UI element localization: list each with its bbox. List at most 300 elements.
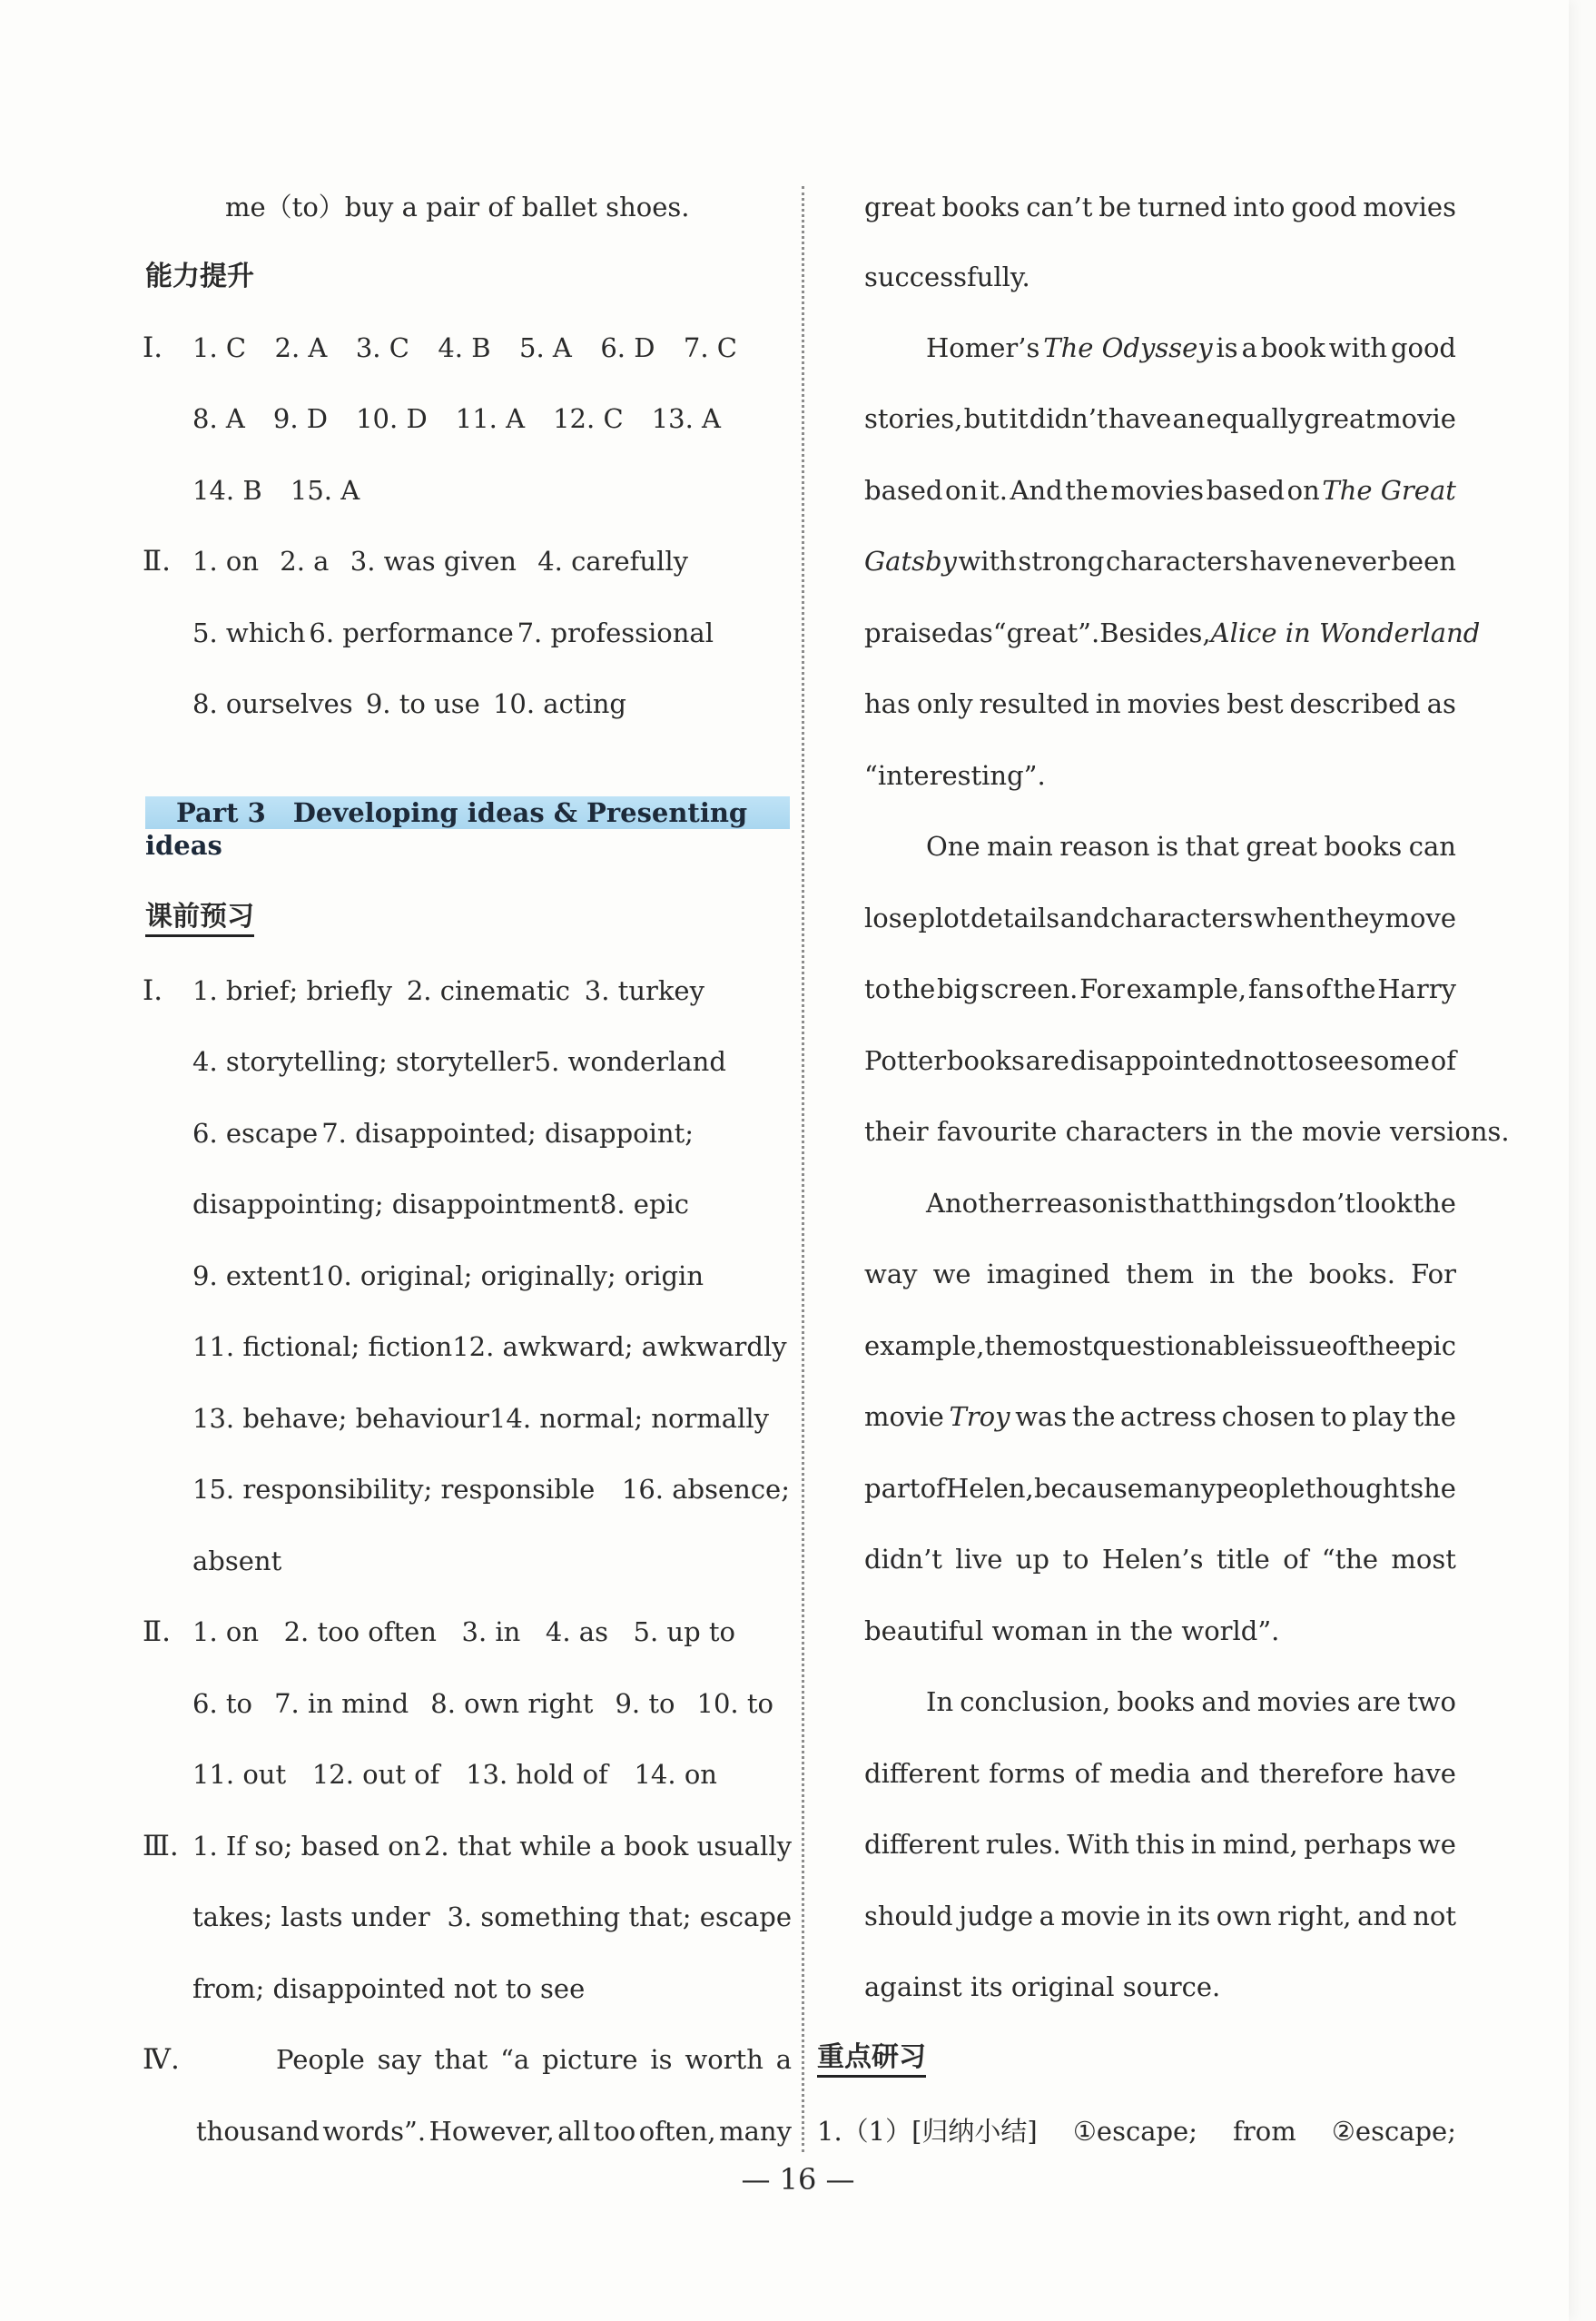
essay-word: a [1039, 1901, 1055, 1931]
essay-word: Gatsby [864, 546, 957, 577]
answer: disappointing; disappointment [192, 1189, 600, 1220]
essay-word: should [864, 1901, 953, 1931]
answer: 5. which [192, 617, 306, 648]
essay-word: Helen’s [1101, 1544, 1204, 1575]
answer: absent [192, 1546, 282, 1576]
essay-word: For [1411, 1259, 1456, 1289]
essay-word: Helen, [945, 1473, 1034, 1504]
essay-word: live [955, 1544, 1003, 1575]
essay-word: part [864, 1473, 921, 1504]
focus-part: 1.（1）[归纳小结] [817, 2116, 1038, 2147]
essay-word: be [1098, 192, 1131, 222]
essay-word: books. [1308, 1259, 1395, 1289]
essay-word: it [1009, 403, 1029, 434]
essay-word: picture [542, 2044, 638, 2075]
essay-word: “a [500, 2044, 530, 2075]
essay-line [864, 900, 1456, 936]
essay-word: Homer’s [926, 332, 1040, 363]
answer-row [192, 1899, 792, 1935]
column-divider [802, 186, 804, 2152]
answer-row [192, 686, 626, 722]
essay-word: and [1201, 1686, 1251, 1717]
essay-word: we [932, 1259, 971, 1289]
essay-word: reason [1034, 1188, 1125, 1219]
essay-word: strong [1018, 546, 1105, 577]
essay-word: books [1324, 831, 1403, 862]
essay-word: title [1216, 1544, 1270, 1575]
answer: 13. hold of [466, 1759, 608, 1790]
answer: 6. D [600, 332, 655, 363]
essay-word: movie [1060, 1901, 1141, 1931]
essay-word: they [1325, 903, 1384, 933]
essay-word: move [1384, 903, 1456, 933]
essay-word: we [1417, 1829, 1456, 1860]
essay-word: but [963, 403, 1009, 434]
essay-word: don’t [1286, 1188, 1355, 1219]
answer: 4. carefully [537, 546, 688, 577]
essay-word: of [1430, 1045, 1456, 1076]
essay-word: movies [1256, 1686, 1351, 1717]
essay-word: characters [1110, 903, 1254, 933]
essay-word: have [1393, 1758, 1456, 1789]
essay-word: questionable [1092, 1330, 1265, 1361]
essay-word: People [276, 2044, 365, 2075]
essay-word: only [916, 688, 973, 719]
essay-word: in [1190, 1829, 1217, 1860]
focus-part: ①escape; [1072, 2116, 1197, 2147]
essay-word: of [1283, 1544, 1309, 1575]
essay-line [864, 472, 1456, 509]
essay-word: different [864, 1758, 980, 1789]
essay-line [864, 1470, 1456, 1506]
essay-word: movie [864, 1401, 944, 1432]
essay-line [864, 1398, 1456, 1435]
essay-word: described [1289, 688, 1421, 719]
essay-word: into [1233, 192, 1286, 222]
essay-word: people [1216, 1473, 1305, 1504]
essay-word: to [1287, 1045, 1315, 1076]
page-number: — 16 — [741, 2162, 855, 2197]
essay-line [864, 1613, 1279, 1649]
answer: 1. If so; based on [192, 1831, 421, 1862]
essay-word: beautiful woman in the world”. [864, 1615, 1280, 1646]
answer-row [192, 1258, 704, 1294]
essay-word: the [1071, 1401, 1116, 1432]
answer-row [192, 1471, 790, 1507]
essay-line [864, 1328, 1456, 1364]
answer: 14. B [192, 475, 262, 506]
answer: 12. awkward; awkwardly [452, 1331, 787, 1362]
essay-word: see [1314, 1045, 1360, 1076]
essay-word: big [937, 973, 980, 1004]
essay-word: and [1059, 903, 1110, 933]
essay-word: to [864, 973, 892, 1004]
essay-word: when [1253, 903, 1326, 933]
essay-line [864, 1541, 1456, 1577]
essay-line [864, 1042, 1456, 1079]
essay-word: praised [864, 617, 964, 648]
essay-word: equally [1206, 403, 1304, 434]
essay-word: many [1143, 1473, 1217, 1504]
answer: 5. A [519, 332, 572, 363]
answer-row [192, 330, 737, 366]
answer: 10. acting [492, 688, 626, 719]
essay-word: “great”. [992, 617, 1100, 648]
essay-line [864, 400, 1456, 437]
essay-word: most [1391, 1544, 1456, 1575]
answer: 5. up to [633, 1616, 735, 1647]
essay-word: most [1028, 1330, 1093, 1361]
section-numeral: Ⅲ. [143, 1830, 179, 1862]
essay-word: resulted [979, 688, 1089, 719]
essay-line [864, 259, 1030, 295]
answer: 2. that while a book usually [423, 1831, 792, 1862]
essay-word: different [864, 1829, 980, 1860]
heading-focus [817, 2040, 926, 2076]
section-numeral: Ⅱ. [143, 1615, 171, 1648]
answer: 9. extent [192, 1260, 310, 1291]
essay-word: screen. [980, 973, 1079, 1004]
answer: 4. storytelling; storyteller [192, 1046, 535, 1077]
answer: 15. A [290, 475, 360, 506]
essay-word: their favourite characters in the movie versions. [864, 1116, 1510, 1147]
answer: 12. out of [311, 1759, 440, 1790]
essay-word: of [1305, 973, 1332, 1004]
essay-word: this [1135, 1829, 1186, 1860]
essay-word: judge [959, 1901, 1034, 1931]
answer: 3. C [355, 332, 409, 363]
essay-word: right, [1277, 1901, 1352, 1931]
essay-word: Harry [1377, 973, 1456, 1004]
answer-row [192, 1043, 726, 1080]
essay-word: up [1015, 1544, 1049, 1575]
essay-word: say [377, 2044, 422, 2075]
answer: 8. ourselves [192, 688, 353, 719]
answer-row [192, 1400, 770, 1437]
essay-word: didn’t [864, 1544, 942, 1575]
section-numeral: Ⅰ. [143, 331, 163, 364]
answer: 15. responsibility; responsible [192, 1474, 596, 1505]
essay-word: However, [429, 2116, 555, 2147]
essay-word: books [941, 192, 1020, 222]
essay-word: can [1408, 831, 1456, 862]
essay-word: the [1065, 475, 1108, 506]
essay-word: two [1407, 1686, 1456, 1717]
answer: 12. C [553, 403, 624, 434]
essay-word: as [1426, 688, 1456, 719]
answer: 7. in mind [274, 1688, 409, 1719]
focus-line [817, 2113, 1456, 2149]
essay-word: fans [1247, 973, 1305, 1004]
essay-word: is [650, 2044, 673, 2075]
essay-word: In [926, 1686, 954, 1717]
answer: 6. escape [192, 1118, 319, 1149]
essay-word: Alice in Wonderland [1210, 617, 1481, 648]
essay-word: best [1227, 688, 1284, 719]
answer: 3. something that; escape [447, 1901, 792, 1932]
answer-row [192, 973, 704, 1009]
answer: 4. as [545, 1616, 608, 1647]
essay-word: and [1199, 1758, 1250, 1789]
essay-word: in [1209, 1259, 1236, 1289]
essay-word: Besides, [1099, 617, 1211, 648]
essay-line [864, 971, 1456, 1007]
essay-word: its [1177, 1901, 1211, 1931]
essay-word: forms [989, 1758, 1066, 1789]
essay-word: way [864, 1259, 918, 1289]
essay-word: to [1320, 1401, 1347, 1432]
essay-word: because [1033, 1473, 1143, 1504]
answer: 2. cinematic [406, 975, 571, 1006]
essay-word: book [1260, 332, 1325, 363]
answer-row [192, 472, 360, 509]
essay-word: in [1146, 1901, 1172, 1931]
essay-line [926, 1185, 1456, 1221]
essay-word: great [1246, 831, 1317, 862]
essay-line [864, 1256, 1456, 1292]
part-number: Part 3 [176, 797, 266, 828]
essay-word: thought [1305, 1473, 1410, 1504]
section-numeral: Ⅰ. [143, 974, 163, 1007]
essay-word: has [864, 688, 911, 719]
answer-row [192, 1614, 735, 1650]
essay-word: in [1095, 688, 1121, 719]
essay-word: she [1410, 1473, 1456, 1504]
essay-word: own [1216, 1901, 1272, 1931]
essay-word: not [1243, 1045, 1287, 1076]
essay-word: the [1250, 1259, 1294, 1289]
answer: 3. was given [350, 546, 517, 577]
essay-word: to [1062, 1544, 1089, 1575]
answer: 1. C [192, 332, 247, 363]
essay-word: books [946, 1045, 1025, 1076]
answer: 16. absence; [621, 1474, 790, 1505]
answer: 6. to [192, 1688, 253, 1719]
essay-line [926, 1684, 1456, 1720]
essay-word: lose [864, 903, 918, 933]
essay-word: worth [685, 2044, 764, 2075]
essay-word: have [1249, 546, 1314, 577]
essay-word: “the [1321, 1544, 1379, 1575]
answer: 11. out [192, 1759, 287, 1790]
essay-word: Troy [949, 1401, 1010, 1432]
essay-word: was [1015, 1401, 1068, 1432]
essay-word: them [1126, 1259, 1195, 1289]
essay-word: is [1125, 1188, 1148, 1219]
answer: 3. turkey [584, 975, 704, 1006]
heading-preview [145, 899, 254, 935]
answer: 10. D [356, 403, 428, 434]
answer-row [192, 1328, 787, 1365]
essay-word: stories, [864, 403, 963, 434]
essay-word: great [864, 192, 936, 222]
answer: 2. a [280, 546, 330, 577]
essay-word: “interesting”. [864, 760, 1046, 791]
part-title: Developing ideas & Presenting ideas [145, 797, 748, 861]
essay-word: reason [1059, 831, 1150, 862]
text-line: me（to）buy a pair of ballet shoes. [225, 192, 690, 222]
answer-row [192, 1115, 694, 1151]
answer: 1. on [192, 546, 260, 577]
essay-word: successfully. [864, 262, 1030, 292]
essay-word: disappointed [1069, 1045, 1243, 1076]
essay-word: mind, [1222, 1829, 1298, 1860]
essay-word: actress [1120, 1401, 1217, 1432]
essay-word: play [1352, 1401, 1408, 1432]
essay-word: all [557, 2116, 591, 2147]
answer: from; disappointed not to see [192, 1973, 586, 2004]
essay-word: against its original source. [864, 1971, 1221, 2002]
essay-word: never [1314, 546, 1390, 577]
essay-line [864, 189, 1456, 225]
essay-word: that [1185, 831, 1239, 862]
answer: 8. A [192, 403, 245, 434]
essay-word: the [984, 1330, 1029, 1361]
essay-word: main [987, 831, 1053, 862]
heading-focus-text: 重点研习 [817, 2041, 926, 2078]
essay-word: plot [918, 903, 970, 933]
answer-row [192, 1970, 585, 2007]
essay-word: perhaps [1304, 1829, 1413, 1860]
heading-preview-text: 课前预习 [145, 901, 254, 937]
answer-row [192, 1828, 792, 1864]
essay-word: is [1216, 332, 1238, 363]
essay-word: things [1202, 1188, 1286, 1219]
essay-word: thousand [196, 2116, 320, 2147]
essay-word: been [1391, 546, 1456, 577]
essay-word: therefore [1258, 1758, 1384, 1789]
section-numeral: Ⅱ. [143, 545, 171, 578]
essay-word: that [434, 2044, 488, 2075]
essay-word: have [1108, 403, 1172, 434]
essay-word: the [892, 973, 936, 1004]
focus-part: from [1233, 2116, 1296, 2147]
essay-word: and [1357, 1901, 1407, 1931]
answer-row [192, 615, 714, 651]
answer: 11. fictional; fiction [192, 1331, 453, 1362]
essay-line [864, 686, 1456, 722]
answer: 2. too often [283, 1616, 437, 1647]
answer-row [192, 1756, 717, 1793]
answer: 7. disappointed; disappoint; [321, 1118, 694, 1149]
essay-line [864, 1898, 1456, 1934]
essay-word: the [1333, 973, 1376, 1004]
answer-row [192, 1543, 281, 1579]
essay-word: movies [1363, 192, 1456, 222]
answer: 9. to [615, 1688, 675, 1719]
essay-word: a [775, 2044, 792, 2075]
answer: takes; lasts under [192, 1901, 430, 1932]
essay-word: example, [864, 1330, 985, 1361]
essay-word: many [719, 2116, 792, 2147]
essay-word: are [1025, 1045, 1069, 1076]
essay-line [864, 1113, 1510, 1150]
essay-word: good [1291, 192, 1357, 222]
answer: 3. in [461, 1616, 521, 1647]
essay-line [196, 2113, 792, 2149]
essay-word: For [1079, 973, 1125, 1004]
essay-word: turned [1137, 192, 1227, 222]
answer: 14. on [634, 1759, 717, 1790]
answer: 9. D [272, 403, 329, 434]
essay-word: rules. [985, 1829, 1061, 1860]
essay-word: not [1413, 1901, 1456, 1931]
essay-word: great [1304, 403, 1375, 434]
essay-line [864, 1826, 1456, 1862]
answer: 8. epic [599, 1189, 690, 1220]
essay-word: characters [1105, 546, 1249, 577]
essay-word: With [1067, 1829, 1130, 1860]
essay-word: media [1108, 1758, 1191, 1789]
answer: 5. wonderland [534, 1046, 726, 1077]
essay-word: books [1117, 1686, 1196, 1717]
essay-word: The Great [1322, 475, 1456, 506]
answer: 10. original; originally; origin [310, 1260, 704, 1291]
essay-word: some [1359, 1045, 1430, 1076]
essay-word: of [1332, 1330, 1358, 1361]
answer-row [192, 1685, 773, 1722]
essay-word: can’t [1026, 192, 1093, 222]
answer: 9. to use [365, 688, 480, 719]
answer: 10. to [696, 1688, 773, 1719]
essay-word: with [1328, 332, 1388, 363]
answer-row [192, 1186, 690, 1222]
essay-line [864, 1755, 1456, 1792]
heading-ability-improvement: 能力提升 [145, 261, 254, 292]
focus-part: ②escape; [1331, 2116, 1456, 2147]
essay-word: chosen [1221, 1401, 1315, 1432]
essay-word: on [945, 475, 979, 506]
essay-word: good [1390, 332, 1456, 363]
essay-word: movie [1376, 403, 1456, 434]
essay-word: that [1148, 1188, 1202, 1219]
essay-word: And [1010, 475, 1063, 506]
essay-line [864, 615, 1481, 651]
answer: 1. on [192, 1616, 260, 1647]
essay-word: imagined [986, 1259, 1110, 1289]
answer: 11. A [455, 403, 526, 434]
part-banner [145, 796, 790, 861]
answer: 4. B [438, 332, 491, 363]
essay-word: a [1241, 332, 1257, 363]
essay-line [926, 828, 1456, 864]
essay-line [864, 757, 1046, 794]
essay-word: epic [1400, 1330, 1457, 1361]
essay-word: the [1357, 1330, 1401, 1361]
essay-word: is [1157, 831, 1179, 862]
essay-word: conclusion, [960, 1686, 1111, 1717]
essay-word: it. [980, 475, 1008, 506]
essay-word: words”. [322, 2116, 427, 2147]
essay-word: an [1172, 403, 1206, 434]
answer: 8. own right [430, 1688, 594, 1719]
essay-word: One [926, 831, 980, 862]
essay-line [864, 543, 1456, 579]
essay-line [864, 1969, 1220, 2005]
answer-row [192, 400, 721, 437]
essay-word: based [864, 475, 943, 506]
essay-line [276, 2041, 792, 2078]
essay-word: movies [1110, 475, 1205, 506]
essay-word: on [1286, 475, 1320, 506]
essay-word: often, [638, 2116, 716, 2147]
essay-word: movies [1127, 688, 1221, 719]
essay-word: details [970, 903, 1060, 933]
answer: 1. brief; briefly [192, 975, 393, 1006]
essay-word: of [1074, 1758, 1100, 1789]
answer: 7. professional [517, 617, 714, 648]
essay-word: are [1356, 1686, 1401, 1717]
